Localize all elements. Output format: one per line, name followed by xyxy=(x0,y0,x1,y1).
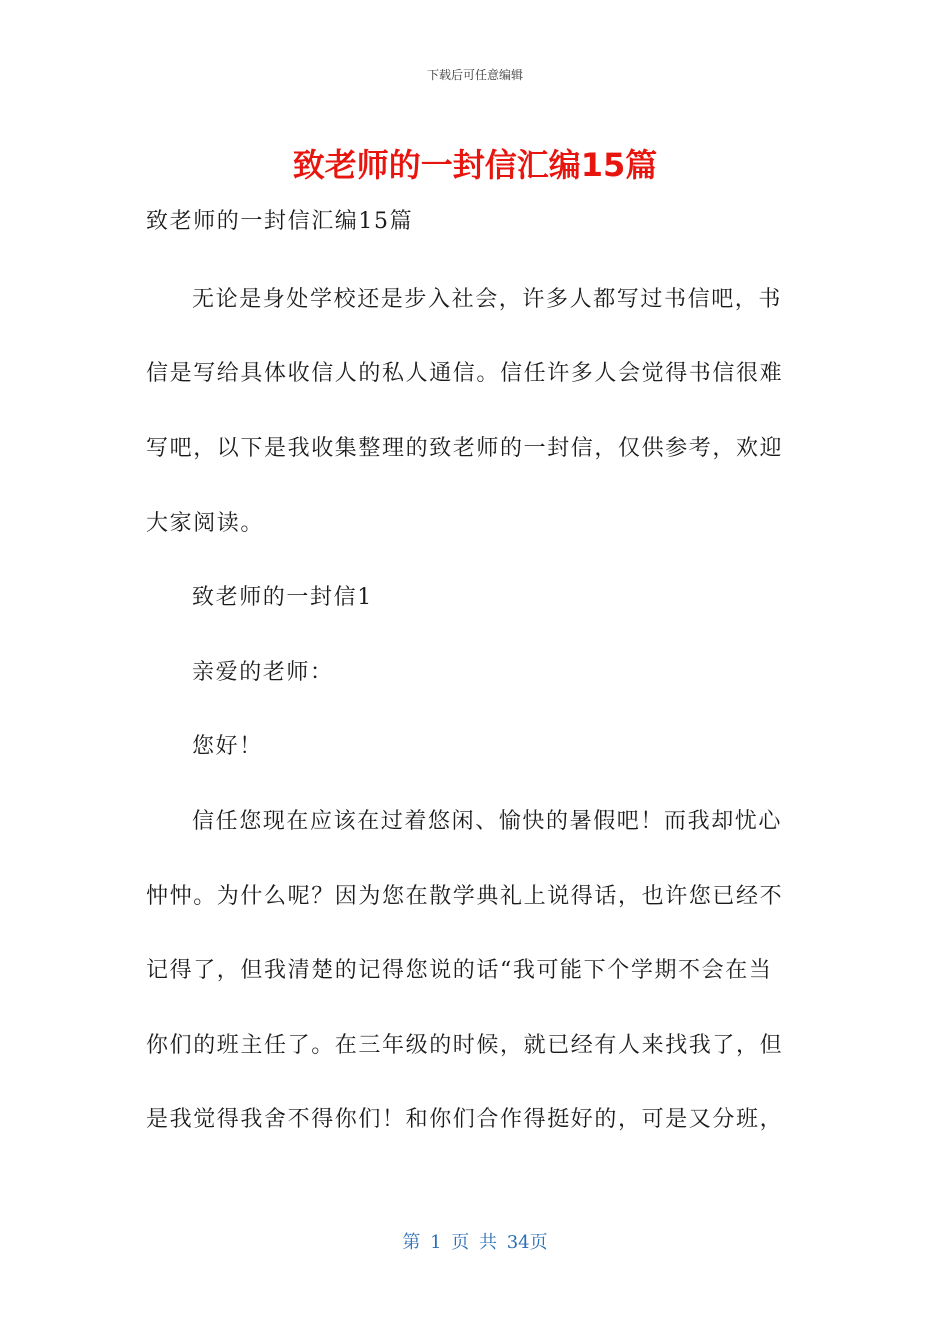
letter-greeting: 您好！ xyxy=(192,734,263,759)
letter-line: 记得了，但我清楚的记得您说的话“我可能下个学期不会在当 xyxy=(146,958,773,983)
letter-heading: 致老师的一封信1 xyxy=(192,585,373,610)
intro-line: 无论是身处学校还是步入社会，许多人都写过书信吧，书 xyxy=(192,287,783,312)
document-title: 致老师的一封信汇编15篇 xyxy=(292,146,658,184)
letter-line: 忡忡。为什么呢？因为您在散学典礼上说得话，也许您已经不 xyxy=(146,884,784,909)
letter-line: 是我觉得我舍不得你们！和你们合作得挺好的，可是又分班， xyxy=(146,1107,784,1132)
page-header-note: 下载后可任意编辑 xyxy=(426,68,523,82)
intro-line: 写吧，以下是我收集整理的致老师的一封信，仅供参考，欢迎 xyxy=(146,436,784,461)
letter-salutation: 亲爱的老师： xyxy=(192,660,334,685)
letter-line: 信任您现在应该在过着悠闲、愉快的暑假吧！而我却忧心 xyxy=(192,809,783,834)
intro-line: 大家阅读。 xyxy=(146,511,265,536)
letter-line: 你们的班主任了。在三年级的时候，就已经有人来找我了，但 xyxy=(146,1033,784,1058)
subtitle-line: 致老师的一封信汇编15篇 xyxy=(146,209,414,234)
document-body xyxy=(146,0,792,1200)
page-number-footer: 第 1 页 共 34页 xyxy=(402,1232,548,1253)
intro-line: 信是写给具体收信人的私人通信。信任许多人会觉得书信很难 xyxy=(146,361,784,386)
